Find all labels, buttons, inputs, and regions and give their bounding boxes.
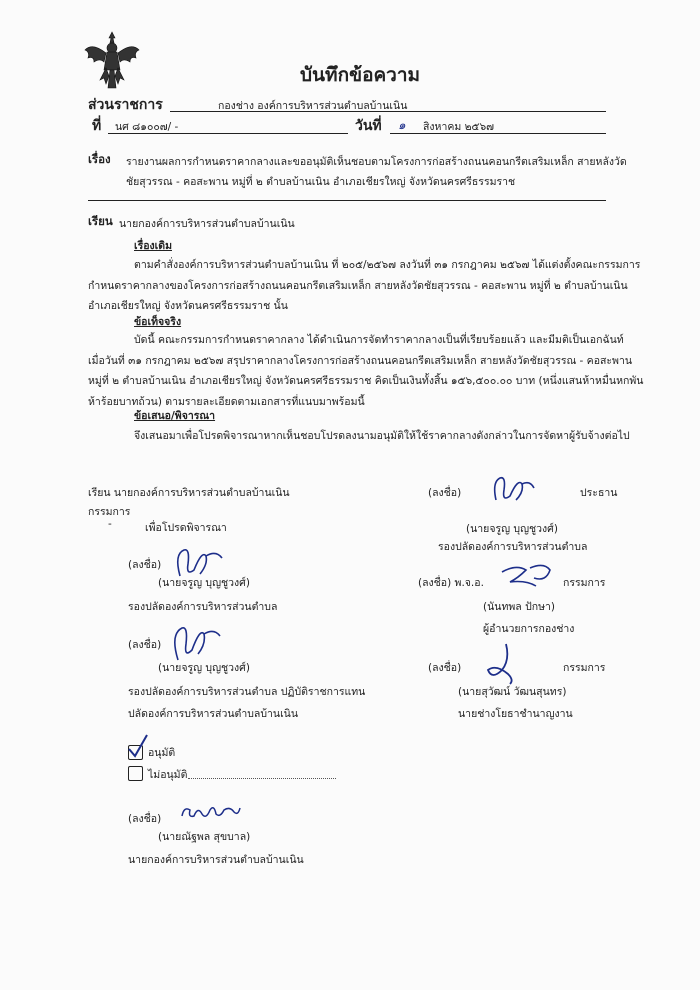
division-value: กองช่าง องค์การบริหารส่วนตำบลบ้านเนิน xyxy=(218,100,408,112)
routing-to: เรียน นายกองค์การบริหารส่วนตำบลบ้านเนิน xyxy=(88,487,290,499)
member1-sign-label: (ลงชื่อ) พ.จ.อ. xyxy=(418,577,484,589)
subject-label: เรื่อง xyxy=(88,152,111,166)
routing-note: เพื่อโปรดพิจารณา xyxy=(145,522,227,534)
background-line: ตามคำสั่งองค์การบริหารส่วนตำบลบ้านเนิน ที่ ๒๐๕/๒๕๖๗ ลงวันที่ ๓๑ กรกฎาคม ๒๕๖๗ ได้แต่งตั้งคณะกรรมการ xyxy=(134,259,641,271)
member2-role: กรรมการ xyxy=(563,662,606,674)
member1-name: (นันทพล ปักษา) xyxy=(483,601,556,613)
salutation-label: เรียน xyxy=(88,214,113,228)
ref-label: ที่ xyxy=(92,118,102,134)
background-body xyxy=(88,255,641,317)
signature-mark xyxy=(476,640,526,686)
salutation-value: นายกองค์การบริหารส่วนตำบลบ้านเนิน xyxy=(119,218,295,230)
chair-sign-label: (ลงชื่อ) xyxy=(428,487,462,499)
mayor-name: (นายณัฐพล สุขบาล) xyxy=(158,831,251,843)
member1-position: ผู้อำนวยการกองช่าง xyxy=(483,623,575,635)
facts-heading: ข้อเท็จจริง xyxy=(134,316,182,328)
subject-line-2: ชัยสุวรรณ - คอสะพาน หมู่ที่ ๒ ตำบลบ้านเนิน อำเภอเชียรใหญ่ จังหวัดนครศรีธรรมราช xyxy=(126,176,516,188)
background-line: อำเภอเชียรใหญ่ จังหวัดนครศรีธรรมราช นั้น xyxy=(88,300,288,312)
facts-line: ห้าร้อยบาทถ้วน) ตามรายละเอียดตามเอกสารที่แนบมาพร้อมนี้ xyxy=(88,395,365,408)
member1-role: กรรมการ xyxy=(563,577,606,589)
left1-position: รองปลัดองค์การบริหารส่วนตำบล xyxy=(128,601,278,613)
division-label: ส่วนราชการ xyxy=(88,97,163,113)
signature-mark xyxy=(488,470,538,510)
facts-line: หมู่ที่ ๒ ตำบลบ้านเนิน อำเภอเชียรใหญ่ จังหวัดนครศรีธรรมราช คิดเป็นเงินทั้งสิ้น ๑๕๖,๕๐๐.๐๐ บาท (หนึ่งแสนห้าหมื่นหกพัน xyxy=(88,375,644,387)
reject-label: ไม่อนุมัติ xyxy=(148,769,188,781)
chair-role: ประธาน xyxy=(580,487,618,499)
proposal-line: จึงเสนอมาเพื่อโปรดพิจารณาหากเห็นชอบโปรดลงนามอนุมัติให้ใช้ราคากลางดังกล่าวในการจัดหาผู้รับจ้างต่อไป xyxy=(134,430,630,442)
left2-sign-label: (ลงชื่อ) xyxy=(128,639,162,651)
mayor-sign-label: (ลงชื่อ) xyxy=(128,813,162,825)
date-day: ๑ xyxy=(398,118,406,132)
background-heading: เรื่องเดิม xyxy=(134,240,172,252)
routing-to-2: กรรมการ xyxy=(88,506,131,518)
signature-mark xyxy=(178,800,244,826)
reject-checkbox[interactable] xyxy=(128,766,143,781)
left2-position-2: ปลัดองค์การบริหารส่วนตำบลบ้านเนิน xyxy=(128,708,299,720)
approve-label: อนุมัติ xyxy=(148,747,176,759)
signature-mark xyxy=(496,560,558,596)
garuda-emblem xyxy=(82,28,142,90)
proposal-heading: ข้อเสนอ/พิจารณา xyxy=(134,410,216,422)
member2-name: (นายสุวัฒน์ วัฒนสุนทร) xyxy=(458,686,567,698)
date-label: วันที่ xyxy=(355,118,382,134)
member2-sign-label: (ลงชื่อ) xyxy=(428,662,462,674)
left1-sign-label: (ลงชื่อ) xyxy=(128,559,162,571)
left1-name: (นายจรูญ บุญชูวงศ์) xyxy=(158,577,250,589)
left2-position-1: รองปลัดองค์การบริหารส่วนตำบล ปฏิบัติราชการแทน xyxy=(128,686,366,698)
facts-body xyxy=(88,330,644,412)
chair-name: (นายจรูญ บุญชูวงศ์) xyxy=(466,523,558,535)
mayor-position: นายกองค์การบริหารส่วนตำบลบ้านเนิน xyxy=(128,854,304,866)
left2-name: (นายจรูญ บุญชูวงศ์) xyxy=(158,662,250,674)
facts-line: เมื่อวันที่ ๓๑ กรกฎาคม ๒๕๖๗ สรุปราคากลางโครงการก่อสร้างถนนคอนกรีตเสริมเหล็ก สายหลังวัดชัยสุวรรณ - คอสะพาน xyxy=(88,354,633,367)
date-value: สิงหาคม ๒๕๖๗ xyxy=(423,121,495,133)
subject-line-1: รายงานผลการกำหนดราคากลางและขออนุมัติเห็นชอบตามโครงการก่อสร้างถนนคอนกรีตเสริมเหล็ก สายหลังวัด xyxy=(126,156,627,168)
memo-title: บันทึกข้อความ xyxy=(300,64,421,86)
ref-value: นศ ๘๑๐๐๗/ - xyxy=(115,121,179,133)
facts-line: บัดนี้ คณะกรรมการกำหนดราคากลาง ได้ดำเนินการจัดทำราคากลางเป็นที่เรียบร้อยแล้ว และมีมติเป็นเอกฉันท์ xyxy=(134,334,624,346)
member2-position: นายช่างโยธาชำนาญงาน xyxy=(458,708,573,720)
chair-position: รองปลัดองค์การบริหารส่วนตำบล xyxy=(438,541,588,553)
check-icon xyxy=(126,733,150,759)
routing-dash: - xyxy=(108,518,112,530)
background-line: กำหนดราคากลางของโครงการก่อสร้างถนนคอนกรีตเสริมเหล็ก สายหลังวัดชัยสุวรรณ - คอสะพาน หมู่ที่ ๒ ตำบลบ้านเนิน xyxy=(88,279,628,292)
